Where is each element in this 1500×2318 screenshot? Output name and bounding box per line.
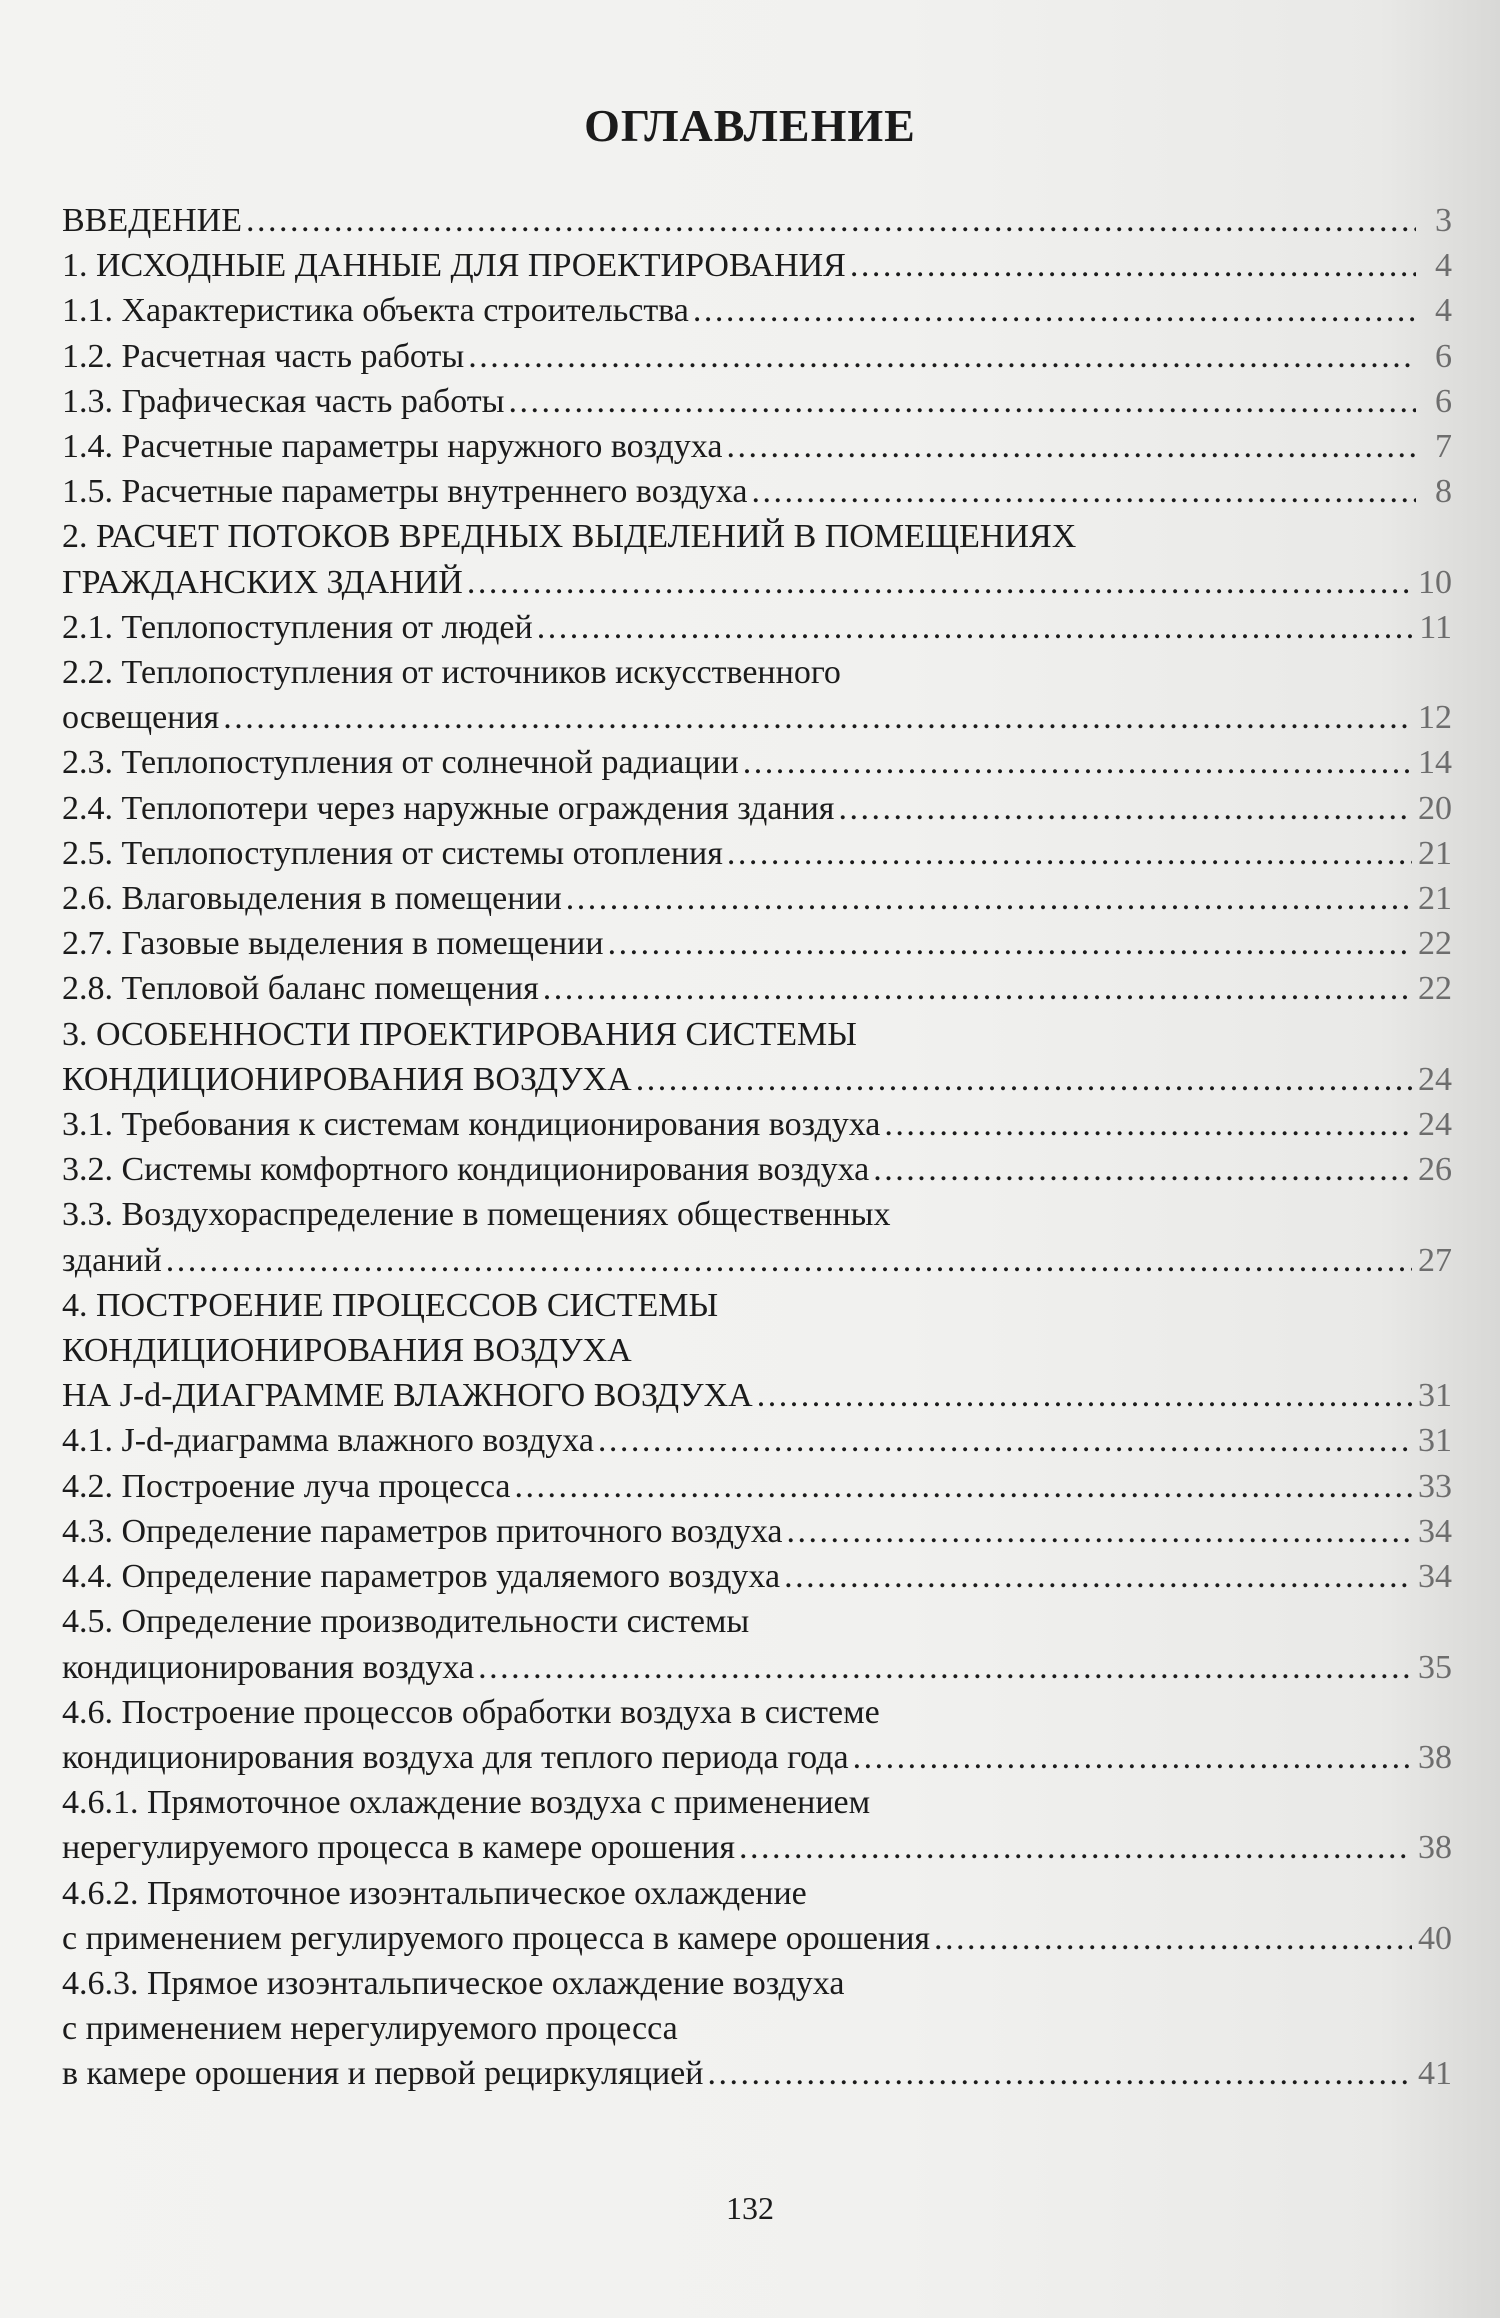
toc-entry-title: 2.5. Теплопоступления от системы отопления bbox=[62, 834, 723, 872]
toc-entry-line bbox=[62, 424, 1452, 469]
toc-page-number: 8 bbox=[1435, 473, 1452, 511]
toc-entry-line bbox=[62, 514, 1452, 559]
dot-leader bbox=[787, 1509, 1412, 1554]
toc-page-number: 21 bbox=[1418, 834, 1452, 872]
toc-entry-line bbox=[62, 1373, 1452, 1418]
dot-leader bbox=[727, 831, 1412, 876]
toc-entry-title: нерегулируемого процесса в камере орошения bbox=[62, 1829, 735, 1867]
toc-entry-line bbox=[62, 1283, 1452, 1328]
toc-entry bbox=[62, 876, 1452, 921]
toc-entry-title: 1.5. Расчетные параметры внутреннего воздуха bbox=[62, 473, 748, 511]
toc-entry-line bbox=[62, 695, 1452, 740]
toc-page-number: 38 bbox=[1418, 1829, 1452, 1867]
toc-entry-title: 2.8. Тепловой баланс помещения bbox=[62, 970, 539, 1008]
toc-entry-title: 2.3. Теплопоступления от солнечной радиации bbox=[62, 744, 739, 782]
toc-entry bbox=[62, 1554, 1452, 1599]
toc-entry bbox=[62, 1780, 1452, 1870]
toc-entry-line bbox=[62, 831, 1452, 876]
toc-entry-title: с применением регулируемого процесса в камере орошения bbox=[62, 1919, 931, 1957]
toc-entry-title: ГРАЖДАНСКИХ ЗДАНИЙ bbox=[62, 563, 463, 601]
toc-entry-title: 3. ОСОБЕННОСТИ ПРОЕКТИРОВАНИЯ СИСТЕМЫ bbox=[62, 1015, 857, 1053]
toc-entry-title: 3.1. Требования к системам кондиционирования воздуха bbox=[62, 1106, 881, 1144]
toc-entry-line bbox=[62, 786, 1452, 831]
toc-entry-title: 2.1. Теплопоступления от людей bbox=[62, 608, 533, 646]
toc-entry-line bbox=[62, 334, 1452, 379]
toc-entry bbox=[62, 243, 1452, 288]
toc-entry-line bbox=[62, 1147, 1452, 1192]
toc-page-number: 3 bbox=[1435, 202, 1452, 239]
toc-page-number: 22 bbox=[1418, 970, 1452, 1008]
toc-entry-title: 2.7. Газовые выделения в помещении bbox=[62, 925, 604, 963]
toc-entry bbox=[62, 1102, 1452, 1147]
toc-page-number: 24 bbox=[1418, 1060, 1452, 1098]
toc-entry-title: освещения bbox=[62, 699, 220, 737]
toc-entry-title: 4.3. Определение параметров приточного воздуха bbox=[62, 1512, 783, 1550]
toc-entry-line bbox=[62, 921, 1452, 966]
dot-leader bbox=[751, 469, 1416, 514]
toc-entry-line bbox=[62, 288, 1452, 333]
dot-leader bbox=[693, 288, 1416, 333]
toc-page-number: 24 bbox=[1418, 1106, 1452, 1144]
toc-page-number: 34 bbox=[1418, 1512, 1452, 1550]
toc-entry bbox=[62, 650, 1452, 740]
toc-entry-line bbox=[62, 1418, 1452, 1463]
dot-leader bbox=[598, 1418, 1412, 1463]
dot-leader bbox=[850, 243, 1416, 288]
dot-leader bbox=[873, 1147, 1412, 1192]
toc-entry bbox=[62, 921, 1452, 966]
dot-leader bbox=[467, 560, 1412, 605]
toc-entry bbox=[62, 1464, 1452, 1509]
toc-entry bbox=[62, 1871, 1452, 1961]
dot-leader bbox=[853, 1735, 1412, 1780]
toc-entry-title: НА J-d-ДИАГРАММЕ ВЛАЖНОГО ВОЗДУХА bbox=[62, 1377, 753, 1415]
toc-entry-line bbox=[62, 1012, 1452, 1057]
dot-leader bbox=[166, 1238, 1412, 1283]
toc-entry-line bbox=[62, 1057, 1452, 1102]
toc-entry-line bbox=[62, 2051, 1452, 2096]
toc-entry-line bbox=[62, 1464, 1452, 1509]
toc-entry-title: 2.4. Теплопотери через наружные ограждения здания bbox=[62, 789, 835, 827]
dot-leader bbox=[884, 1102, 1412, 1147]
page-title: ОГЛАВЛЕНИЕ bbox=[584, 100, 916, 151]
toc-entry bbox=[62, 424, 1452, 469]
toc-entry-title: 1.2. Расчетная часть работы bbox=[62, 337, 465, 375]
dot-leader bbox=[543, 966, 1412, 1011]
toc-entry-title: в камере орошения и первой рециркуляцией bbox=[62, 2055, 704, 2093]
dot-leader bbox=[478, 1645, 1412, 1690]
toc-entry bbox=[62, 1147, 1452, 1192]
dot-leader bbox=[739, 1825, 1412, 1870]
toc-page-number: 10 bbox=[1418, 563, 1452, 601]
toc-entry-title: 3.2. Системы комфортного кондиционирования воздуха bbox=[62, 1151, 870, 1189]
toc-page-number: 34 bbox=[1418, 1558, 1452, 1596]
toc-entry-line bbox=[62, 198, 1452, 243]
toc-page-number: 41 bbox=[1418, 2055, 1452, 2093]
page-number: 132 bbox=[726, 2190, 774, 2226]
toc-entry bbox=[62, 1418, 1452, 1463]
toc-page-number: 7 bbox=[1435, 428, 1452, 466]
toc-entry-line bbox=[62, 1961, 1452, 2006]
toc-entry bbox=[62, 831, 1452, 876]
toc-entry bbox=[62, 334, 1452, 379]
dot-leader bbox=[508, 379, 1416, 424]
toc-entry bbox=[62, 514, 1452, 604]
toc-entry bbox=[62, 1283, 1452, 1419]
toc-entry-title: зданий bbox=[62, 1241, 162, 1279]
toc-page-number: 35 bbox=[1418, 1648, 1452, 1686]
toc-page-number: 4 bbox=[1435, 292, 1452, 330]
toc-entry-title: 2.2. Теплопоступления от источников искусственного bbox=[62, 654, 841, 692]
toc-entry bbox=[62, 1599, 1452, 1689]
toc-page-number: 4 bbox=[1435, 247, 1452, 285]
toc-entry bbox=[62, 1690, 1452, 1780]
toc-entry bbox=[62, 1192, 1452, 1282]
toc-entry bbox=[62, 1961, 1452, 2097]
dot-leader bbox=[537, 605, 1414, 650]
toc-entry bbox=[62, 605, 1452, 650]
toc-entry-title: 4.4. Определение параметров удаляемого воздуха bbox=[62, 1558, 781, 1596]
toc-entry-line bbox=[62, 1102, 1452, 1147]
toc-entry-title: 2. РАСЧЕТ ПОТОКОВ ВРЕДНЫХ ВЫДЕЛЕНИЙ В ПОМЕЩЕНИЯХ bbox=[62, 518, 1077, 556]
toc-entry-title: 4.5. Определение производительности системы bbox=[62, 1603, 750, 1641]
toc-entry-title: кондиционирования воздуха bbox=[62, 1648, 475, 1686]
dot-leader bbox=[514, 1464, 1412, 1509]
toc-entry-title: КОНДИЦИОНИРОВАНИЯ ВОЗДУХА bbox=[62, 1060, 632, 1098]
toc-entry-title: с применением нерегулируемого процесса bbox=[62, 2010, 678, 2048]
dot-leader bbox=[608, 921, 1412, 966]
toc-page-number: 6 bbox=[1435, 382, 1452, 420]
dot-leader bbox=[566, 876, 1412, 921]
toc-entry bbox=[62, 379, 1452, 424]
dot-leader bbox=[838, 786, 1412, 831]
toc-entry-line bbox=[62, 1871, 1452, 1916]
dot-leader bbox=[934, 1916, 1412, 1961]
toc-page-number: 33 bbox=[1418, 1467, 1452, 1505]
toc-entry bbox=[62, 469, 1452, 514]
toc-entry-line bbox=[62, 1735, 1452, 1780]
toc-entry-line bbox=[62, 1238, 1452, 1283]
toc-entry-line bbox=[62, 966, 1452, 1011]
toc-entry-line bbox=[62, 876, 1452, 921]
toc-entry-line bbox=[62, 560, 1452, 605]
toc-entry-line bbox=[62, 1509, 1452, 1554]
toc-entry-line bbox=[62, 1916, 1452, 1961]
toc-page-number: 12 bbox=[1418, 699, 1452, 737]
toc-entry-title: 4. ПОСТРОЕНИЕ ПРОЦЕССОВ СИСТЕМЫ bbox=[62, 1286, 719, 1324]
toc-entry-title: 4.6. Построение процессов обработки воздуха в системе bbox=[62, 1693, 880, 1731]
dot-leader bbox=[223, 695, 1412, 740]
toc-entry-title: 4.6.3. Прямое изоэнтальпическое охлаждение воздуха bbox=[62, 1964, 845, 2002]
dot-leader bbox=[246, 198, 1416, 243]
toc-page-number: 31 bbox=[1418, 1377, 1452, 1415]
toc-entry-line bbox=[62, 1328, 1452, 1373]
toc-entry-line bbox=[62, 1690, 1452, 1735]
toc-entry-title: КОНДИЦИОНИРОВАНИЯ ВОЗДУХА bbox=[62, 1332, 632, 1370]
toc-entry-line bbox=[62, 1780, 1452, 1825]
toc-entry-line bbox=[62, 1645, 1452, 1690]
toc-entry-line bbox=[62, 605, 1452, 650]
toc-page-number: 38 bbox=[1418, 1738, 1452, 1776]
toc-entry-title: 4.1. J-d-диаграмма влажного воздуха bbox=[62, 1422, 594, 1460]
dot-leader bbox=[726, 424, 1416, 469]
toc-entry-line bbox=[62, 1192, 1452, 1237]
dot-leader bbox=[757, 1373, 1412, 1418]
toc-entry-line bbox=[62, 1599, 1452, 1644]
toc-entry bbox=[62, 198, 1452, 243]
toc-entry-title: ВВЕДЕНИЕ bbox=[62, 202, 242, 239]
toc-entry-title: кондиционирования воздуха для теплого периода года bbox=[62, 1738, 849, 1776]
toc-entry-title: 4.2. Построение луча процесса bbox=[62, 1467, 511, 1505]
table-of-contents bbox=[62, 198, 1452, 2097]
toc-entry-title: 1.4. Расчетные параметры наружного воздуха bbox=[62, 428, 723, 466]
toc-entry-line bbox=[62, 2006, 1452, 2051]
toc-entry-title: 4.6.2. Прямоточное изоэнтальпическое охлаждение bbox=[62, 1874, 807, 1912]
toc-entry-title: 1.1. Характеристика объекта строительства bbox=[62, 292, 689, 330]
toc-page-number: 20 bbox=[1418, 789, 1452, 827]
toc-page-number: 22 bbox=[1418, 925, 1452, 963]
toc-page-number: 11 bbox=[1419, 608, 1452, 646]
toc-entry-line bbox=[62, 379, 1452, 424]
toc-page-number: 21 bbox=[1418, 880, 1452, 918]
dot-leader bbox=[468, 334, 1416, 379]
toc-entry bbox=[62, 786, 1452, 831]
dot-leader bbox=[707, 2051, 1412, 2096]
dot-leader bbox=[743, 740, 1412, 785]
toc-page-number: 26 bbox=[1418, 1151, 1452, 1189]
toc-page-number: 27 bbox=[1418, 1241, 1452, 1279]
toc-entry bbox=[62, 288, 1452, 333]
toc-entry bbox=[62, 1012, 1452, 1102]
toc-entry-line bbox=[62, 1554, 1452, 1599]
toc-entry-line bbox=[62, 469, 1452, 514]
toc-entry-line bbox=[62, 740, 1452, 785]
dot-leader bbox=[636, 1057, 1412, 1102]
toc-entry-title: 1. ИСХОДНЫЕ ДАННЫЕ ДЛЯ ПРОЕКТИРОВАНИЯ bbox=[62, 247, 846, 285]
toc-page-number: 6 bbox=[1435, 337, 1452, 375]
toc-page-number: 40 bbox=[1418, 1919, 1452, 1957]
toc-entry bbox=[62, 966, 1452, 1011]
toc-entry-line bbox=[62, 1825, 1452, 1870]
toc-entry-line bbox=[62, 650, 1452, 695]
toc-entry bbox=[62, 740, 1452, 785]
toc-entry-title: 1.3. Графическая часть работы bbox=[62, 382, 505, 420]
toc-entry-title: 2.6. Влаговыделения в помещении bbox=[62, 880, 562, 918]
toc-entry-title: 4.6.1. Прямоточное охлаждение воздуха с применением bbox=[62, 1784, 871, 1822]
toc-entry-line bbox=[62, 243, 1452, 288]
toc-page-number: 14 bbox=[1418, 744, 1452, 782]
toc-entry bbox=[62, 1509, 1452, 1554]
toc-page-number: 31 bbox=[1418, 1422, 1452, 1460]
toc-entry-title: 3.3. Воздухораспределение в помещениях общественных bbox=[62, 1196, 891, 1234]
dot-leader bbox=[784, 1554, 1412, 1599]
